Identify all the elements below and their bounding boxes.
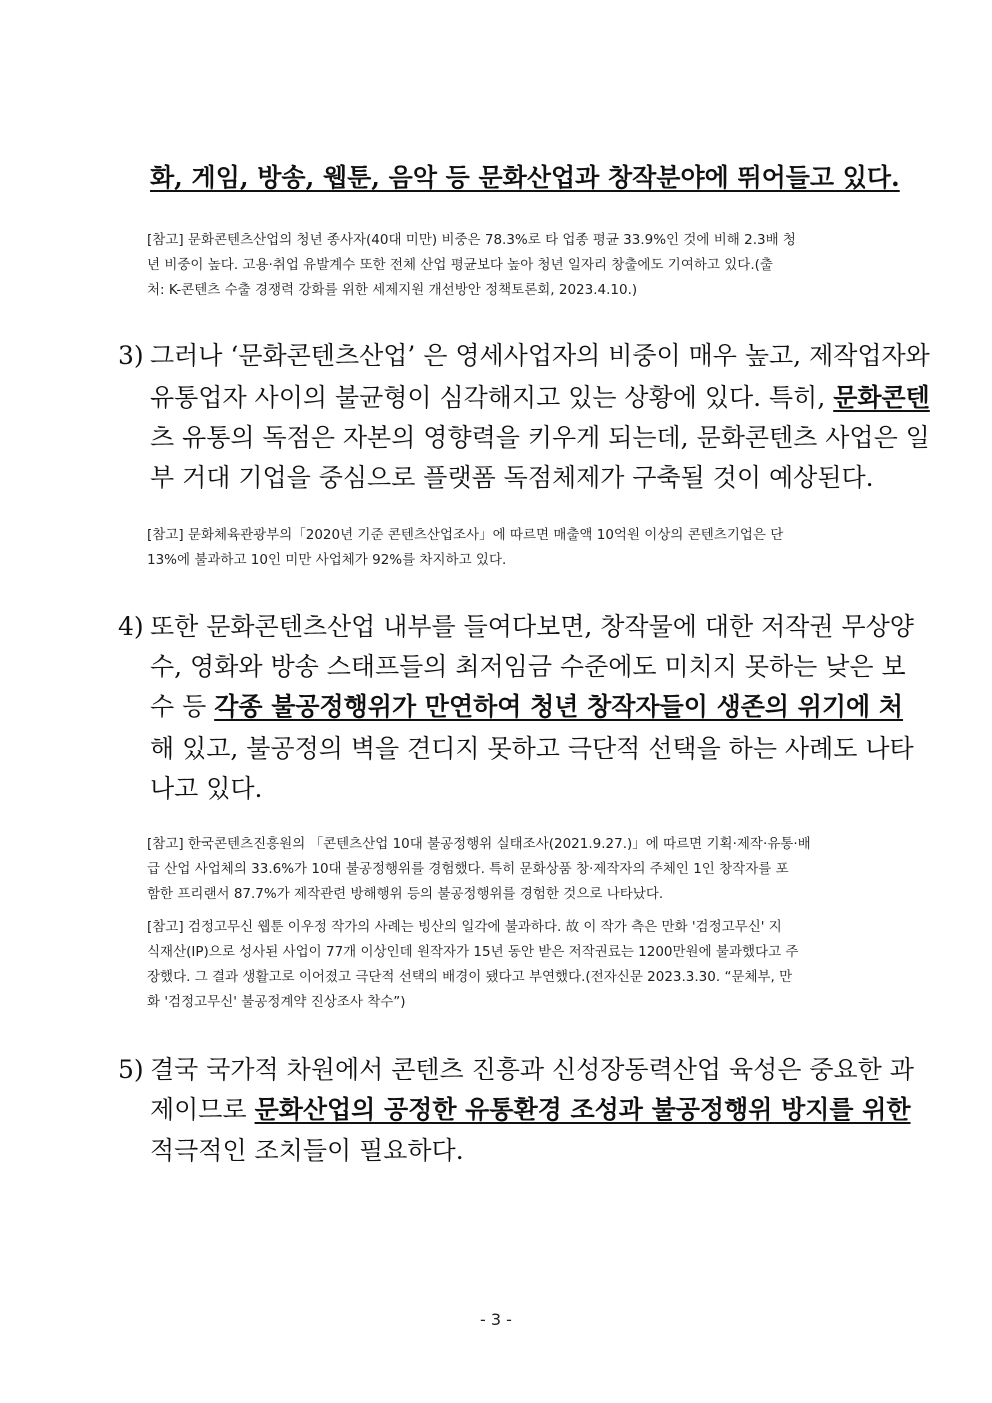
reference-note-1 (147, 228, 875, 303)
note4-line-2: 식재산(IP)으로 성사된 사업이 77개 이상인데 원작자가 15년 동안 받은 저작권료는 1200만원에 불과했다고 주 (147, 944, 799, 960)
p5-line-2-underlined: 문화산업의 공정한 유통환경 조성과 불공정행위 방지를 위한 (254, 1095, 911, 1124)
p5-line-2-plain: 제이므로 (150, 1095, 255, 1124)
note1-line-3: 처: K-콘텐츠 수출 경쟁력 강화를 위한 세제지원 개선방안 정책토론회, 2023.4.10.) (147, 282, 638, 298)
paragraph-5-number: 5) (118, 1055, 144, 1084)
paragraph-3-number: 3) (118, 341, 144, 370)
p4-line-4: 해 있고, 불공정의 벽을 견디지 못하고 극단적 선택을 하는 사례도 나타 (150, 734, 914, 763)
p3-line-4: 부 거대 기업을 중심으로 플랫폼 독점체제가 구축될 것이 예상된다. (150, 463, 874, 492)
note3-line-1: [참고] 한국콘텐츠진흥원의 「콘텐츠산업 10대 불공정행위 실태조사(2021.9.27.)」에 따르면 기획·제작·유통·배 (147, 836, 811, 852)
reference-note-4 (147, 915, 875, 1015)
p3-line-1: 그러나 ‘문화콘텐츠산업’ 은 영세사업자의 비중이 매우 높고, 제작업자와 (150, 341, 930, 370)
note4-line-3: 장했다. 그 결과 생활고로 이어졌고 극단적 선택의 배경이 됐다고 부연했다.(전자신문 2023.3.30. “문체부, 만 (147, 969, 793, 985)
p4-line-1: 또한 문화콘텐츠산업 내부를 들여다보면, 창작물에 대한 저작권 무상양 (150, 612, 914, 641)
p3-line-2-plain: 유통업자 사이의 불균형이 심각해지고 있는 상황에 있다. 특히, (150, 383, 834, 412)
p5-line-1: 결국 국가적 차원에서 콘텐츠 진흥과 신성장동력산업 육성은 중요한 과 (150, 1055, 914, 1084)
page-number: - 3 - (480, 1310, 512, 1329)
reference-note-2 (147, 523, 875, 573)
p5-line-3: 적극적인 조치들이 필요하다. (150, 1136, 464, 1165)
note1-line-2: 년 비중이 높다. 고용·취업 유발계수 또한 전체 산업 평균보다 높아 청년 일자리 창출에도 기여하고 있다.(출 (147, 257, 773, 273)
note2-line-2: 13%에 불과하고 10인 미만 사업체가 92%를 차지하고 있다. (147, 552, 507, 568)
p3-line-2-underlined: 문화콘텐 (833, 383, 930, 412)
note1-line-1: [참고] 문화콘텐츠산업의 청년 종사자(40대 미만) 비중은 78.3%로 타 업종 평균 33.9%인 것에 비해 2.3배 청 (147, 232, 796, 248)
note2-line-1: [참고] 문화체육관광부의「2020년 기준 콘텐츠산업조사」에 따르면 매출액 10억원 이상의 콘텐츠기업은 단 (147, 527, 784, 543)
p4-line-3 (150, 687, 903, 727)
note3-line-2: 급 산업 사업체의 33.6%가 10대 불공정행위를 경험했다. 특히 문화상품 창·제작자의 주체인 1인 창작자를 포 (147, 861, 789, 877)
p5-line-2 (150, 1090, 911, 1130)
p4-line-2: 수, 영화와 방송 스태프들의 최저임금 수준에도 미치지 못하는 낮은 보 (150, 652, 906, 681)
p4-line-3-underlined: 각종 불공정행위가 만연하여 청년 창작자들이 생존의 위기에 처 (214, 692, 904, 721)
reference-note-3 (147, 832, 875, 907)
paragraph-4-number: 4) (118, 612, 144, 641)
p4-line-5: 나고 있다. (150, 774, 263, 803)
note4-line-4: 화 '검정고무신' 불공정계약 진상조사 착수”) (147, 994, 406, 1010)
p3-line-3: 츠 유통의 독점은 자본의 영향력을 키우게 되는데, 문화콘텐츠 사업은 일 (150, 423, 930, 452)
p3-line-2 (150, 378, 930, 418)
note3-line-3: 함한 프리랜서 87.7%가 제작관련 방해행위 등의 불공정행위를 경험한 것으로 나타났다. (147, 886, 664, 902)
p4-line-3-plain: 수 등 (150, 692, 215, 721)
intro-line-1: 화, 게임, 방송, 웹툰, 음악 등 문화산업과 창작분야에 뛰어들고 있다. (150, 163, 900, 192)
note4-line-1: [참고] 검정고무신 웹툰 이우정 작가의 사례는 빙산의 일각에 불과하다. 故 이 작가 측은 만화 '검정고무신' 지 (147, 919, 782, 935)
